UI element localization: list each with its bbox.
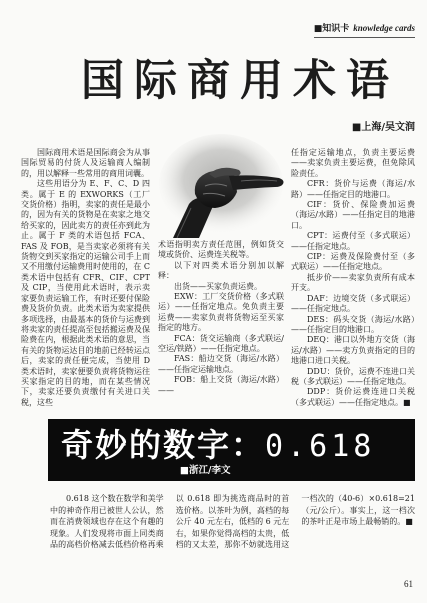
title-number: 0.618 bbox=[265, 429, 376, 464]
paragraph: 这些用语分为 E、F、C、D 四类。属于 E 的 EXWORKS（工厂交货价格）指明，卖家的责任是最小的，因为有关的货物是在卖家之地交给买家的，因此卖方的责任亦到此为止。属于 F 类的术语包括 FCA、FAS 及 FOB，是当卖家必须将有关货物交到买家指定的运输公司手上而又不用缴付运输费用时使用的，在 C 类术语中包括有 CFR、CIF、CPT 及 CIP，当使用此术语时，表示卖家要负责运输工作，有时还要付保险费及货价负责。此类术语为卖家提供多项选择，由最基本的货价与运费到将卖家的责任提高至包括搬运费及保险费在内，根据此类术语的意思，当有关的货物运达目的地前已经转运点后，卖家的责任便完成，当使用 D 类术语时，卖家便要负责将货物运往买家指定的目的地，而在某些情况下，卖家还要负责缴付有关进口关税，这些 bbox=[21, 179, 150, 407]
term-entry: FCA：货交运输商（多式联运/空运/铁路）——任指定地点。 bbox=[158, 333, 284, 354]
term-entry: 抵步价——卖家负责所有成本开支。 bbox=[291, 272, 415, 293]
paragraph: 出货——买家负责运费。 bbox=[174, 281, 262, 291]
term-entry: DEQ：港口以外地方交货（海运/水路）——卖方负责指定的目的地港口进口关税。 bbox=[291, 335, 415, 366]
article-column-left bbox=[21, 148, 150, 408]
article-banner bbox=[48, 419, 415, 481]
pointing-hand-illustration bbox=[155, 134, 287, 238]
section-label-english: knowledge cards bbox=[353, 23, 415, 33]
title-text: 奇妙的数字： bbox=[61, 426, 266, 464]
term-entry: DAF：边境交货（多式联运）——任指定地点。 bbox=[291, 293, 415, 314]
paragraph: 0.618 这个数在数学和美学中的神奇作用已被世人公认，然而在消费领域也存在这个有趣的现象。人们发现将市面上同类商品的高档价格减去低档价格再乘以 0.618 即为挑选商品时的首选价格。以茶叶为例，高档的每公斤 40 元左右，低档的 6 元左右，如果你觉得高档的太贵，低档的又太差，那你不妨就选用这一档次的（40-6）×0.618=21（元/公斤）。事实上，这一档次的茶叶正是市场上最畅销的。■ bbox=[50, 494, 415, 550]
article-column-middle bbox=[158, 240, 284, 396]
paragraph: 国际商用术语是国际商会为从事国际贸易的付货人及运输商人编制的，用以解释一些常用的商用词囊。 bbox=[21, 148, 150, 178]
article-title: 国际商用术语 bbox=[81, 56, 399, 106]
article-column-right bbox=[291, 148, 415, 408]
section-label: ■知识卡 bbox=[313, 24, 350, 34]
article-byline: ■上海/吴文润 bbox=[351, 122, 415, 133]
pointing-hand-icon bbox=[155, 134, 287, 238]
term-entry: DDP：货价运费连进口关税（多式联运）——任指定地点。■ bbox=[291, 387, 415, 407]
article-byline: ■浙江/李文 bbox=[180, 465, 231, 476]
term-entry: FAS：船边交货（海运/水路）——任指定运输地点。 bbox=[158, 354, 284, 374]
term-entry: EXW：工厂交货价格（多式联运）——任指定地点。免负责主要运费——卖家负责将货物运至买家指定的地方。 bbox=[158, 292, 284, 333]
page-number: 61 bbox=[404, 579, 413, 589]
term-entry: CIP：运费及保险费付至（多式联运）——任指定地点。 bbox=[291, 252, 415, 272]
term-entry: CFR：货价与运费（海运/水路）——任指定目的地港口。 bbox=[291, 179, 415, 199]
article-title bbox=[61, 425, 375, 467]
term-entry: 任指定运输地点，负责主要运费——卖家负责主要运费，但免除风险责任。 bbox=[291, 148, 415, 178]
term-entry: FOB：船上交货（海运/水路）—— bbox=[158, 375, 284, 395]
section-header bbox=[314, 22, 415, 38]
term-entry: CIF：货价、保险费加运费（海运/水路）——任指定目的地港口。 bbox=[291, 200, 415, 230]
paragraph: 以下对四类术语分别加以解释： bbox=[158, 260, 284, 281]
paragraph: 术语指明卖方责任范围，例如货交境或货价、运费连关税等。 bbox=[158, 240, 284, 260]
term-entry: DES：码头交货（海运/水路）——任指定目的地港口。 bbox=[291, 314, 415, 334]
article-body bbox=[50, 493, 415, 553]
term-entry: CPT：运费付至（多式联运）——任指定地点。 bbox=[291, 231, 415, 251]
term-entry: DDU：货价，运费不连进口关税（多式联运）——任指定地点。 bbox=[291, 366, 415, 386]
